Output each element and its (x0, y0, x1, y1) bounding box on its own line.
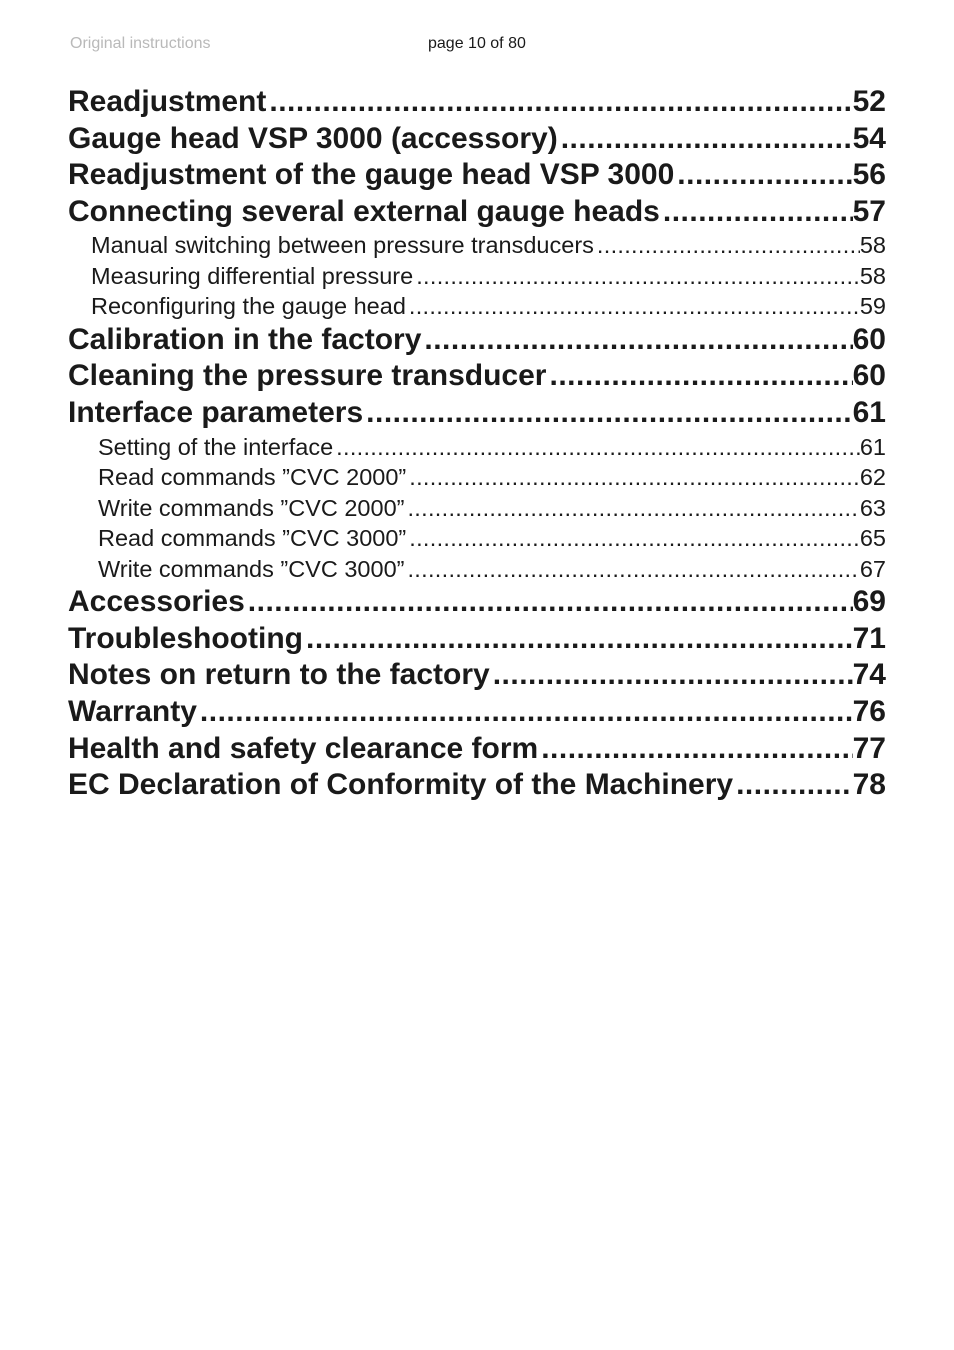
toc-subentry[interactable] (68, 493, 886, 524)
toc-entry[interactable] (68, 584, 886, 621)
toc-leader-dots (558, 121, 853, 158)
toc-entry-page: 76 (852, 694, 886, 728)
toc-leader-dots (413, 261, 860, 292)
toc-leader-dots (546, 358, 852, 395)
toc-entry-title: Calibration in the factory (68, 322, 422, 356)
toc-leader-dots (404, 554, 859, 585)
toc-subentry-title: Read commands ”CVC 3000” (98, 525, 407, 552)
toc-subentry-title: Setting of the interface (98, 433, 334, 460)
toc-entry-title: Interface parameters (68, 396, 364, 430)
toc-leader-dots (538, 731, 852, 768)
toc-subentry-page: 62 (859, 464, 886, 491)
toc-entry-page: 74 (852, 658, 886, 692)
toc-subentry-page: 67 (859, 555, 886, 582)
toc-leader-dots (245, 584, 853, 621)
toc-entry-page: 60 (852, 322, 886, 356)
toc-entry-title: Connecting several external gauge heads (68, 194, 660, 228)
toc-leader-dots (266, 84, 852, 121)
toc-leader-dots (421, 322, 852, 359)
toc-subentry-page: 59 (859, 293, 886, 320)
toc-leader-dots (404, 493, 859, 524)
toc-entry-page: 56 (852, 158, 886, 192)
toc-entry-page: 78 (852, 768, 886, 802)
toc-leader-dots (363, 395, 852, 432)
toc-subentry-title: Write commands ”CVC 3000” (98, 555, 405, 582)
document-header-label: Original instructions (70, 35, 211, 52)
toc-entry[interactable] (68, 694, 886, 731)
toc-entry-title: Readjustment (68, 85, 267, 118)
toc-entry[interactable] (68, 767, 886, 804)
toc-subentry-page: 61 (859, 433, 886, 460)
toc-entry-page: 77 (852, 731, 886, 765)
toc-entry[interactable] (68, 358, 886, 395)
toc-entry-title: Readjustment of the gauge head VSP 3000 (68, 158, 675, 192)
table-of-contents (68, 84, 886, 804)
toc-entry[interactable] (68, 731, 886, 768)
toc-leader-dots (406, 523, 860, 554)
toc-entry-page: 69 (852, 585, 886, 619)
toc-leader-dots (333, 432, 860, 463)
toc-subentry[interactable] (68, 291, 886, 322)
toc-subentry-page: 58 (859, 232, 886, 259)
toc-subentry[interactable] (68, 261, 886, 292)
page-number: page 10 of 80 (428, 35, 526, 52)
toc-leader-dots (197, 694, 853, 731)
toc-entry-title: Health and safety clearance form (68, 731, 539, 765)
toc-subentry[interactable] (68, 523, 886, 554)
toc-subentry[interactable] (68, 230, 886, 261)
toc-subentry[interactable] (68, 554, 886, 585)
toc-entry-title: Warranty (68, 694, 197, 728)
toc-entry-title: Troubleshooting (68, 621, 303, 655)
toc-leader-dots (303, 621, 853, 658)
toc-subentry-page: 58 (859, 262, 886, 289)
toc-leader-dots (406, 291, 860, 322)
toc-subentry-title: Measuring differential pressure (91, 262, 414, 289)
toc-subentry-title: Write commands ”CVC 2000” (98, 494, 405, 521)
toc-entry[interactable] (68, 395, 886, 432)
toc-subentry[interactable] (68, 432, 886, 463)
toc-entry[interactable] (68, 322, 886, 359)
toc-entry[interactable] (68, 657, 886, 694)
toc-leader-dots (490, 657, 853, 694)
toc-subentry[interactable] (68, 462, 886, 493)
toc-entry[interactable] (68, 121, 886, 158)
toc-entry-page: 71 (852, 621, 886, 655)
toc-entry-page: 54 (852, 121, 886, 155)
toc-leader-dots (406, 462, 860, 493)
toc-subentry-page: 65 (859, 525, 886, 552)
toc-entry-title: Accessories (68, 585, 245, 619)
toc-entry-title: EC Declaration of Conformity of the Machinery (68, 768, 734, 802)
toc-entry-page: 57 (852, 194, 886, 228)
toc-entry-title: Cleaning the pressure transducer (68, 359, 547, 393)
toc-leader-dots (594, 230, 860, 261)
toc-subentry-title: Reconfiguring the gauge head (91, 293, 406, 320)
toc-entry[interactable] (68, 621, 886, 658)
toc-entry-page: 52 (852, 85, 886, 118)
toc-subentry-title: Manual switching between pressure transducers (91, 232, 594, 259)
toc-entry-page: 60 (852, 359, 886, 393)
toc-entry-page: 61 (852, 396, 886, 430)
toc-entry[interactable] (68, 84, 886, 121)
toc-entry[interactable] (68, 157, 886, 194)
toc-leader-dots (660, 194, 853, 231)
toc-entry-title: Notes on return to the factory (68, 658, 490, 692)
toc-leader-dots (674, 157, 852, 194)
toc-subentry-title: Read commands ”CVC 2000” (98, 464, 407, 491)
toc-subentry-page: 63 (859, 494, 886, 521)
toc-entry-title: Gauge head VSP 3000 (accessory) (68, 121, 558, 155)
toc-leader-dots (733, 767, 853, 804)
toc-entry[interactable] (68, 194, 886, 231)
